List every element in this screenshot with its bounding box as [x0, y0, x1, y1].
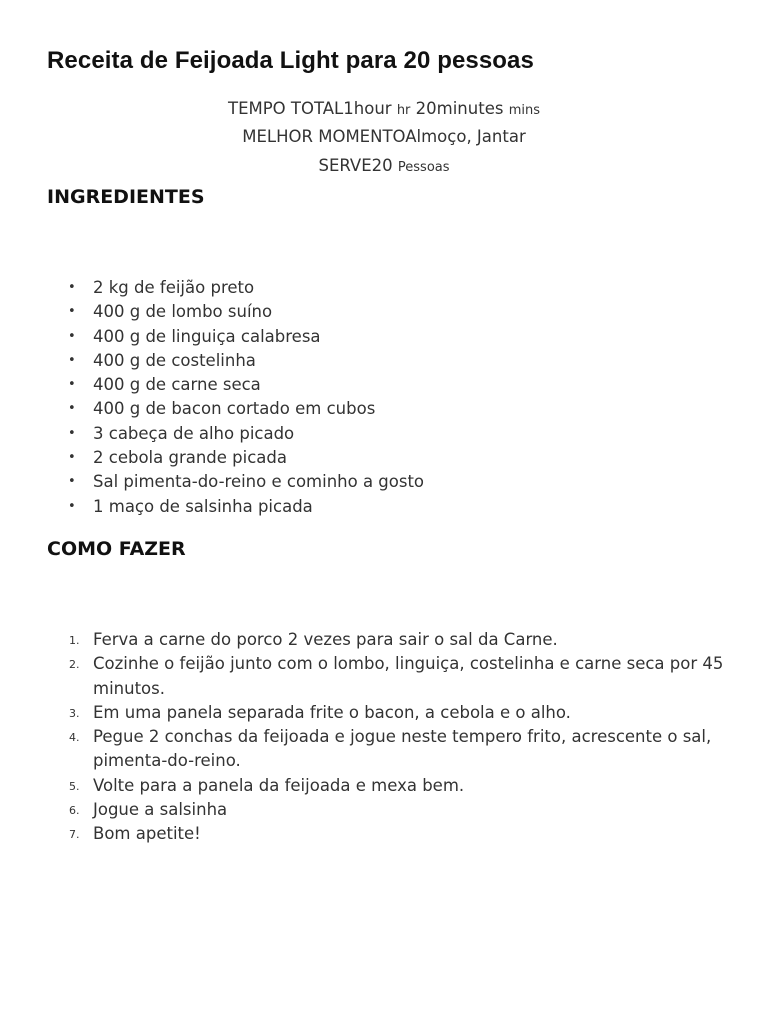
step-item [0, 628, 768, 652]
ingredient-item [0, 397, 768, 421]
bullet-icon: • [68, 401, 76, 417]
ingredient-text: Sal pimenta-do-reino e cominho a gosto [93, 472, 425, 492]
best-time-label: MELHOR MOMENTO [242, 127, 406, 146]
ingredient-item [0, 470, 768, 494]
ingredient-item [0, 422, 768, 446]
ingredient-item [0, 325, 768, 349]
step-text: Ferva a carne do porco 2 vezes para sair o sal da Carne. [93, 630, 558, 649]
bullet-icon: • [68, 498, 76, 514]
step-item [0, 798, 768, 822]
best-time-value: Almoço, Jantar [405, 127, 526, 146]
step-number: 7. [69, 828, 80, 842]
bullet-icon: • [68, 280, 76, 295]
minutes-unit: mins [508, 103, 540, 118]
ingredient-text: 400 g de lombo suíno [93, 302, 273, 322]
hours-unit: hr [396, 103, 411, 118]
step-number: 6. [69, 804, 80, 818]
bullet-icon: • [68, 425, 76, 441]
serves-unit: Pessoas [397, 160, 450, 175]
bullet-icon: • [68, 304, 76, 320]
step-number: 3. [69, 706, 80, 720]
step-item [0, 652, 768, 701]
step-text: Em uma panela separada frite o bacon, a cebola e o alho. [93, 702, 571, 722]
bullet-icon: • [68, 474, 76, 490]
ingredient-item [0, 446, 768, 470]
ingredient-text: 2 cebola grande picada [93, 448, 287, 468]
step-item [0, 701, 768, 725]
ingredient-item [0, 349, 768, 373]
step-text: Volte para a panela da feijoada e mexa bem. [93, 775, 465, 795]
ingredient-text: 400 g de costelinha [93, 350, 256, 370]
ingredients-list [0, 276, 768, 519]
total-time-line [0, 99, 768, 121]
steps-list [0, 628, 768, 847]
serves-label: SERVE [318, 156, 372, 175]
page-title: Receita de Feijoada Light para 20 pessoas [47, 47, 534, 74]
ingredient-text: 1 maço de salsinha picada [93, 496, 313, 516]
bullet-icon: • [68, 377, 76, 393]
ingredient-item [0, 495, 768, 519]
ingredient-item [0, 276, 768, 300]
bullet-icon: • [68, 328, 76, 344]
step-number: 1. [69, 634, 80, 647]
ingredient-text: 3 cabeça de alho picado [93, 423, 295, 443]
best-time-line [0, 127, 768, 147]
step-number: 4. [69, 731, 80, 745]
serves-value: 20 [371, 156, 393, 175]
step-text: Pegue 2 conchas da feijoada e jogue neste tempero frito, acrescente o sal, pimenta-do-reino. [93, 727, 712, 771]
step-number: 5. [69, 779, 80, 793]
total-hours-value: 1hour [343, 99, 392, 118]
bullet-icon: • [68, 450, 76, 466]
serves-line [0, 156, 768, 178]
step-number: 2. [69, 658, 80, 672]
method-heading: COMO FAZER [47, 538, 186, 560]
ingredient-text: 2 kg de feijão preto [93, 278, 255, 297]
total-minutes-value: 20minutes [415, 99, 504, 118]
ingredient-text: 400 g de carne seca [93, 375, 261, 395]
ingredients-heading: INGREDIENTES [47, 186, 205, 208]
ingredient-text: 400 g de linguiça calabresa [93, 326, 321, 346]
ingredient-item [0, 373, 768, 397]
step-text: Jogue a salsinha [93, 800, 228, 820]
step-text: Bom apetite! [93, 824, 201, 844]
bullet-icon: • [68, 352, 76, 368]
step-text: Cozinhe o feijão junto com o lombo, linguiça, costelinha e carne seca por 45 minutos. [93, 654, 724, 698]
step-item [0, 725, 768, 774]
step-item [0, 822, 768, 846]
ingredient-item [0, 300, 768, 324]
step-item [0, 774, 768, 798]
total-time-label: TEMPO TOTAL [227, 99, 344, 118]
ingredient-text: 400 g de bacon cortado em cubos [93, 399, 376, 419]
